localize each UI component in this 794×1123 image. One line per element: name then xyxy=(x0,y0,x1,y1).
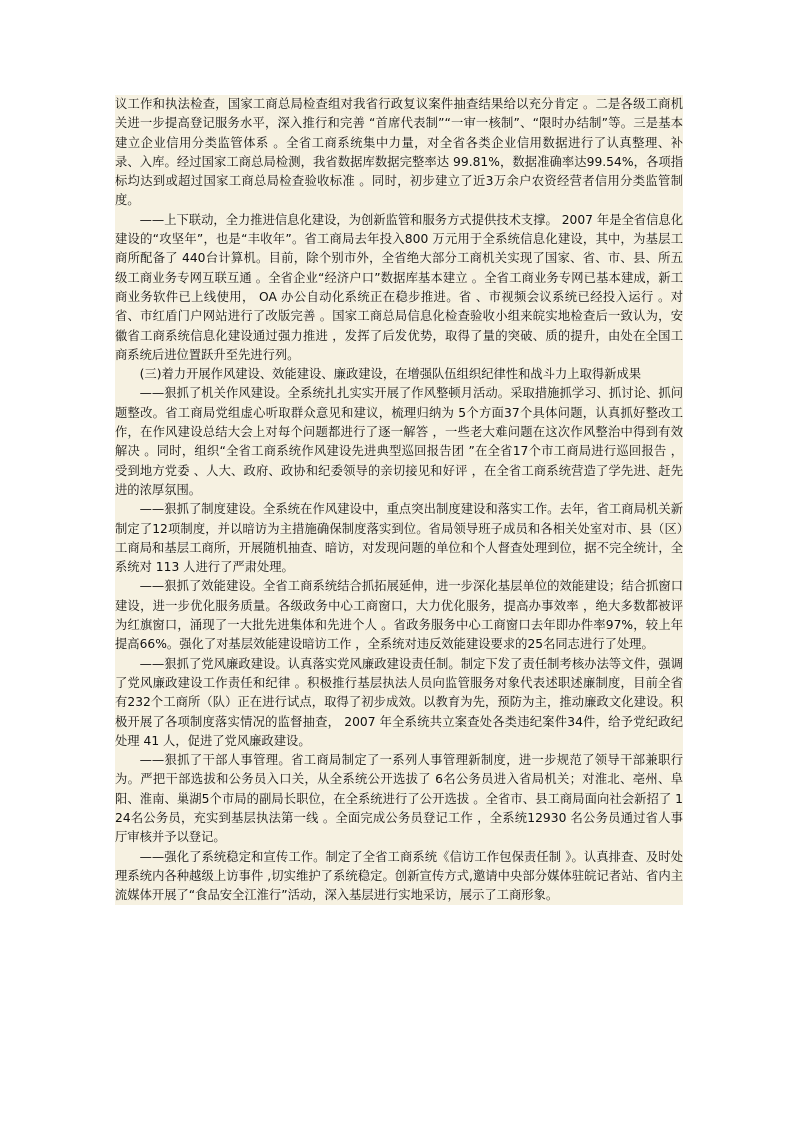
paragraph-2: ——上下联动，全力推进信息化建设，为创新监管和服务方式提供技术支撑。 2007 年是全省信息化建设的“攻坚年”，也是“丰收年”。省工商局去年投入800 万元用于全系统信息化建设，其中，为基层工商所配备了 440台计算机。目前，除个别市外，全省绝大部分工商机关实现了国家、省、市、县、所五级工商业务专网互联互通 。全省企业“经济户口”数据库基本建立 。全省工商业务专网已基本建成，新工商业务软件已上线使用， OA 办公自动化系统正在稳步推进。省 、市视频会议系统已经投入运行 。对省、市红盾门户网站进行了改版完善 。国家工商总局信息化检查验收小组来皖实地检查后一致认为，安徽省工商系统信息化建设通过强力推进 ，发挥了后发优势，取得了量的突破、质的提升，由处在全国工商系统后进位置跃升至先进行列。 xyxy=(115,212,683,362)
paragraph-6: ——狠抓了党风廉政建设。认真落实党风廉政建设责任制。制定下发了责任制考核办法等文件，强调了党风廉政建设工作责任和纪律 。积极推行基层执法人员向监管服务对象代表述职述廉制度，目前全省有232个工商所（队）正在进行试点，取得了初步成效。以教育为先，预防为主，推动廉政文化建设。积极开展了各项制度落实情况的监督抽查， 2007 年全系统共立案查处各类违纪案件34件，给予党纪政纪处理 41 人，促进了党风廉政建设。 xyxy=(115,656,683,748)
document-page xyxy=(115,95,683,905)
paragraph-1: 议工作和执法检查，国家工商总局检查组对我省行政复议案件抽查结果给以充分肯定 。二是各级工商机关进一步提高登记服务水平，深入推行和完善 “首席代表制”“一审一核制”、“限时办结制”等。三是基本建立企业信用分类监管体系 。全省工商系统集中力量，对全省各类企业信用数据进行了认真整理、补录、入库。经过国家工商总局检测，我省数据库数据完整率达 99.81%，数据准确率达99.54%，各项指标均达到或超过国家工商总局检查验收标准 。同时，初步建立了近3万余户农资经营者信用分类监管制度。 xyxy=(115,97,683,208)
paragraph-8: ——强化了系统稳定和宣传工作。制定了全省工商系统《信访工作包保责任制 》。认真排查、及时处理系统内各种越级上访事件 ,切实维护了系统稳定。创新宣传方式,邀请中央部分媒体驻皖记者站、省内主流媒体开展了“食品安全江淮行”活动，深入基层进行实地采访，展示了工商形象。 xyxy=(115,849,683,903)
paragraph-5: ——狠抓了效能建设。全省工商系统结合抓拓展延伸，进一步深化基层单位的效能建设；结合抓窗口建设，进一步优化服务质量。各级政务中心工商窗口，大力优化服务，提高办事效率 ，绝大多数都被评为红旗窗口，涌现了一大批先进集体和先进个人 。省政务服务中心工商窗口去年即办件率97%，较上年提高66%。强化了对基层效能建设暗访工作 ，全系统对违反效能建设要求的25名同志进行了处理。 xyxy=(115,579,683,652)
paragraph-7: ——狠抓了干部人事管理。省工商局制定了一系列人事管理新制度，进一步规范了领导干部兼职行为。严把干部选拔和公务员入口关，从全系统公开选拔了 6名公务员进入省局机关；对淮北、亳州、阜阳、淮南、巢湖5个市局的副局长职位，在全系统进行了公开选拔 。全省市、县工商局面向社会新招了 124名公务员，充实到基层执法第一线 。全面完成公务员登记工作 ，全系统12930 名公务员通过省人事厅审核并予以登记。 xyxy=(115,753,683,845)
section-heading: (三)着力开展作风建设、效能建设、廉政建设，在增强队伍组织纪律性和战斗力上取得新成果 xyxy=(139,367,642,382)
paragraph-4: ——狠抓了制度建设。全系统在作风建设中，重点突出制度建设和落实工作。去年，省工商局机关新制定了12项制度，并以暗访为主措施确保制度落实到位。省局领导班子成员和各相关处室对市、县（区）工商局和基层工商所，开展随机抽查、暗访，对发现问题的单位和个人督查处理到位，据不完全统计，全系统对 113 人进行了严肃处理。 xyxy=(115,502,683,575)
paragraph-3: ——狠抓了机关作风建设。全系统扎扎实实开展了作风整顿月活动。采取措施抓学习、抓讨论、抓问题整改。省工商局党组虚心听取群众意见和建议，梳理归纳为 5个方面37个具体问题，认真抓好整改工作，在作风建设总结大会上对每个问题都进行了逐一解答 ，一些老大难问题在这次作风整治中得到有效解决 。同时，组织“全省工商系统作风建设先进典型巡回报告团 ”在全省17个市工商局进行巡回报告 ，受到地方党委 、人大、政府、政协和纪委领导的亲切接见和好评 ，在全省工商系统营造了学先进、赶先进的浓厚氛围。 xyxy=(115,386,683,497)
